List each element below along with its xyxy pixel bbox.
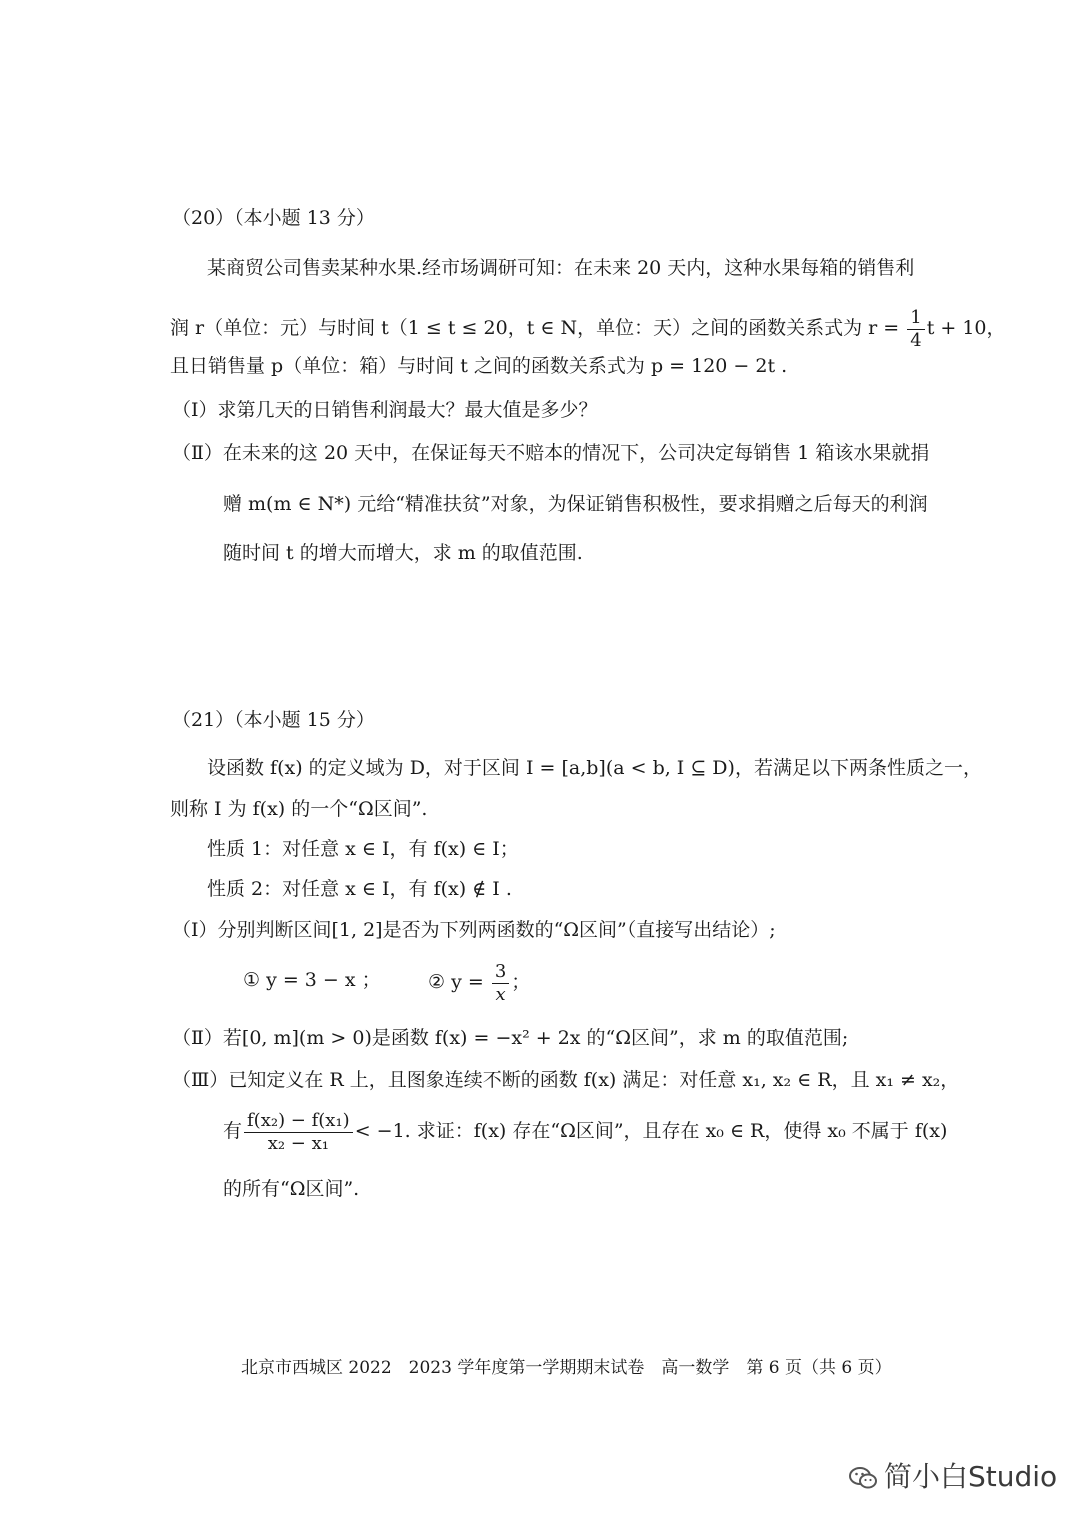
q20-part-2-line-2: 赠 m(m ∈ N*) 元给“精准扶贫”对象，为保证销售积极性，要求捐赠之后每天的利润 — [223, 493, 928, 515]
q21-property-1: 性质 1：对任意 x ∈ I，有 f(x) ∈ I； — [207, 838, 519, 860]
q20-part-2-line-3: 随时间 t 的增大而增大，求 m 的取值范围. — [223, 542, 583, 564]
q20-fraction-denominator: 4 — [910, 329, 922, 351]
q21-property-2: 性质 2：对任意 x ∈ I，有 f(x) ∉ I . — [207, 878, 512, 900]
wechat-icon — [848, 1465, 878, 1491]
watermark — [848, 1455, 1057, 1495]
q20-line2-tail: t + 10， — [926, 317, 1006, 339]
q21-part-3-denominator: x₂ − x₁ — [267, 1132, 329, 1154]
q20-paragraph-line-2 — [170, 304, 1006, 352]
q21-part-2: （Ⅱ）若[0, m](m > 0)是函数 f(x) = −x² + 2x 的“Ω区间”，求 m 的取值范围; — [172, 1027, 849, 1049]
q21-part-3-prefix: 有 — [223, 1120, 243, 1142]
q20-part-1: （Ⅰ）求第几天的日销售利润最大？最大值是多少？ — [172, 399, 598, 421]
page-footer: 北京市西城区 2022 2023 学年度第一学期期末试卷 高一数学 第 6 页（共 6 页） — [241, 1358, 892, 1378]
q20-fraction-numerator: 1 — [907, 307, 924, 330]
q20-line2-text: 润 r（单位：元）与时间 t（1 ≤ t ≤ 20，t ∈ N，单位：天）之间的函数关系式为 r = — [170, 317, 906, 339]
q21-function-2 — [428, 958, 530, 1006]
q21-part-3-numerator: f(x₂) − f(x₁) — [244, 1110, 353, 1133]
q21-part-3-line-3: 的所有“Ω区间”. — [223, 1178, 360, 1200]
q21-function-1: ① y = 3 − x ； — [243, 969, 381, 991]
watermark-text: 简小白Studio — [884, 1460, 1058, 1493]
q20-paragraph-line-3: 且日销售量 p（单位：箱）与时间 t 之间的函数关系式为 p = 120 − 2t . — [170, 355, 788, 377]
q20-heading: （20）（本小题 13 分） — [172, 207, 375, 229]
q21-function-2-numerator: 3 — [492, 961, 509, 984]
q21-function-2-fraction — [492, 961, 509, 1006]
q21-part-3-line-1: （Ⅲ）已知定义在 R 上，且图象连续不断的函数 f(x) 满足：对任意 x₁, x₂ ∈ R，且 x₁ ≠ x₂， — [172, 1069, 960, 1091]
q20-fraction — [907, 307, 924, 352]
q21-part-1: （Ⅰ）分别判断区间[1, 2]是否为下列两函数的“Ω区间”（直接写出结论）; — [172, 919, 776, 941]
q21-part-3-tail: < −1. 求证：f(x) 存在“Ω区间”，且存在 x₀ ∈ R，使得 x₀ 不属于 f(x) — [354, 1120, 948, 1142]
q21-part-3-fraction — [244, 1110, 353, 1155]
q21-part-3-line-2 — [223, 1106, 947, 1156]
q21-function-2-denominator: x — [495, 983, 506, 1005]
q20-part-2-line-1: （Ⅱ）在未来的这 20 天中，在保证每天不赔本的情况下，公司决定每销售 1 箱该水果就捐 — [172, 442, 930, 464]
q21-paragraph-line-1: 设函数 f(x) 的定义域为 D，对于区间 I = [a,b](a < b, I ⊆ D)，若满足以下两条性质之一， — [207, 757, 982, 779]
q20-paragraph-line-1: 某商贸公司售卖某种水果.经市场调研可知：在未来 20 天内，这种水果每箱的销售利 — [207, 257, 915, 279]
q21-heading: （21）（本小题 15 分） — [172, 709, 375, 731]
q21-function-2-tail: ； — [511, 971, 531, 993]
q21-function-2-label: ② y = — [428, 971, 490, 993]
q21-paragraph-line-2: 则称 I 为 f(x) 的一个“Ω区间”. — [170, 798, 428, 820]
